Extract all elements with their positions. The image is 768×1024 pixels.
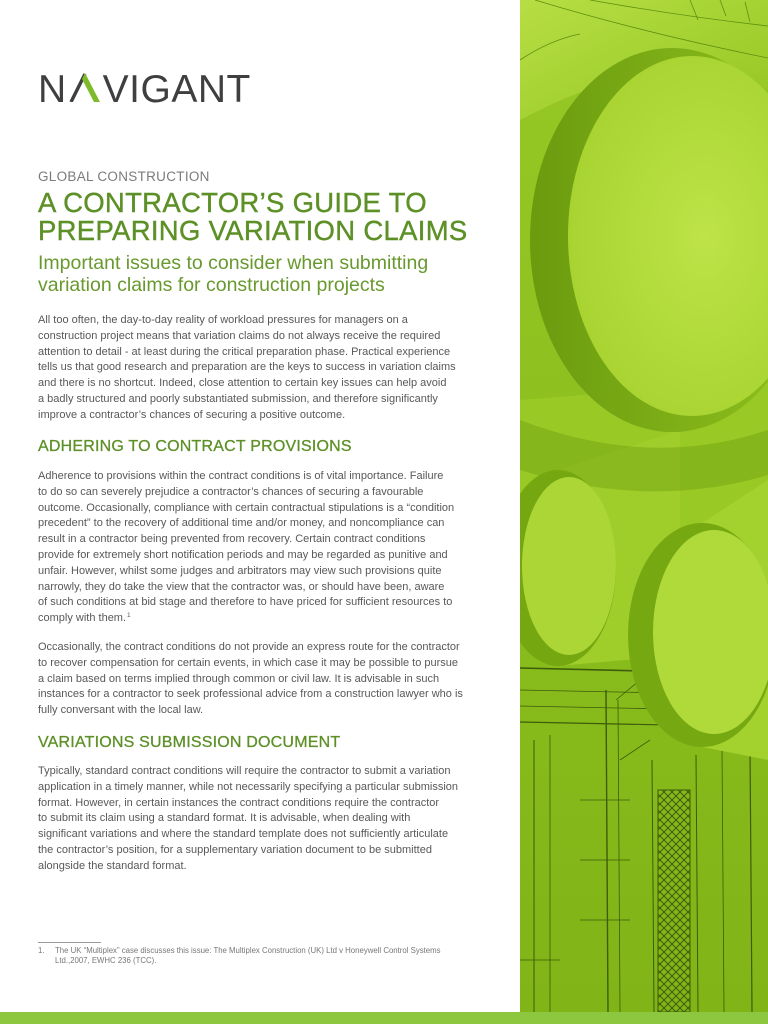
navigant-logo [38, 70, 251, 110]
paragraph-line: fully conversant with the local law. [38, 704, 204, 717]
paragraph-line: to do so can severely prejudice a contractor’s chances of securing a favourable [38, 485, 424, 498]
subtitle-line: Important issues to consider when submitting [38, 252, 429, 274]
paragraph-line: a badly structured and poorly substantiated submission, and therefore significantly [38, 392, 438, 405]
adhering-paragraph-1 [38, 469, 454, 628]
footnote-divider [38, 942, 101, 943]
paragraph-line: improve a contractor’s chances of securing a positive outcome. [38, 408, 346, 421]
paragraph-line: construction project means that variation claims do not always receive the required [38, 329, 441, 342]
paragraph-line: Occasionally, the contract conditions do not provide an express route for the contractor [38, 641, 460, 653]
paragraph-line: result in a contractor being prevented from recovery. Certain contract conditions [38, 533, 426, 546]
section-heading-variations: VARIATIONS SUBMISSION DOCUMENT [38, 734, 341, 751]
paragraph-line: instances for a contractor to seek professional advice from a construction lawyer who is [38, 688, 463, 701]
paragraph-line: tells us that good research and preparation are the keys to success in variation claims [38, 361, 456, 374]
paragraph-line: and there is no shortcut. Indeed, close attention to certain key issues can help avoid [38, 377, 447, 390]
category-label: GLOBAL CONSTRUCTION [38, 169, 210, 184]
blueprint-hatch-column [658, 790, 690, 1012]
paragraph-line: significant variations and where the standard template does not sufficiently articulate [38, 828, 449, 841]
footnote-text [55, 946, 441, 966]
roll-2-opening [522, 477, 616, 655]
title-line: A CONTRACTOR’S GUIDE TO [38, 187, 427, 218]
logo-letters-vigant: VIGANT [102, 68, 251, 111]
title-line: PREPARING VARIATION CLAIMS [38, 215, 468, 246]
paragraph-line: unfair. However, whilst some judges and arbitrators may view such provisions quite [38, 564, 442, 577]
blueprint-rolls-photo [520, 0, 768, 1012]
paragraph-line: to recover compensation for certain events, in which case it may be possible to pursue [38, 656, 459, 669]
logo-chevron-right-wedge [82, 73, 100, 102]
footnote-reference: 1 [127, 612, 131, 620]
paragraph-line: Adherence to provisions within the contract conditions is of vital importance. Failure [38, 470, 444, 482]
subtitle-line: variation claims for construction projects [38, 273, 385, 296]
paragraph-line: All too often, the day-to-day reality of workload pressures for managers on a [38, 314, 408, 326]
footnote [38, 946, 498, 968]
paragraph-line: of such conditions at bid stage and therefore to have priced for sufficient resources to [38, 596, 453, 609]
paragraph-line: outcome. Occasionally, compliance with certain contractual stipulations is a “condition [38, 501, 455, 514]
paragraph-line: provide for extremely short notification periods and may be regarded as punitive and [38, 548, 448, 561]
paragraph-line: comply with them.$^1$ [38, 612, 131, 625]
page-subtitle [38, 253, 428, 296]
paragraph-line: attention to detail - at least during the critical preparation phase. Practical experience [38, 345, 451, 358]
footnote-line: Ltd.,2007, EWHC 236 (TCC). [55, 956, 157, 965]
paragraph-line: Typically, standard contract conditions will require the contractor to submit a variation [38, 765, 451, 777]
paragraph-line: narrowly, they do take the view that the contractor was, or should have been, aware [38, 580, 445, 593]
paragraph-line: alongside the standard format. [38, 859, 187, 872]
paragraph-line: a claim based on terms implied through common or civil law. It is advisable in such [38, 672, 440, 685]
paragraph-line: application in a timely manner, while not necessarily specifying a particular submission [38, 780, 459, 793]
paragraph-line: format. However, in certain instances the contract conditions require the contractor [38, 796, 440, 809]
adhering-paragraph-2 [38, 640, 463, 719]
paragraph-line: the contractor’s position, for a supplementary variation document to be submitted [38, 843, 432, 856]
logo-chevron-a [69, 73, 101, 102]
logo-letter-n: N [38, 68, 67, 111]
variations-paragraph-1 [38, 764, 458, 875]
footnote-number: 1. [38, 946, 45, 955]
page-title [38, 189, 468, 245]
intro-paragraph [38, 313, 456, 424]
paragraph-line: precedent” to the recovery of additional time and/or money, and noncompliance can [38, 517, 445, 530]
bottom-green-band [0, 1012, 768, 1024]
paragraph-line: to submit its claim using a standard format. It is advisable, when dealing with [38, 812, 411, 825]
section-heading-adhering: ADHERING TO CONTRACT PROVISIONS [38, 438, 352, 455]
footnote-line: The UK “Multiplex” case discusses this issue: The Multiplex Construction (UK) Ltd v Honeywell Control Systems [55, 946, 441, 955]
